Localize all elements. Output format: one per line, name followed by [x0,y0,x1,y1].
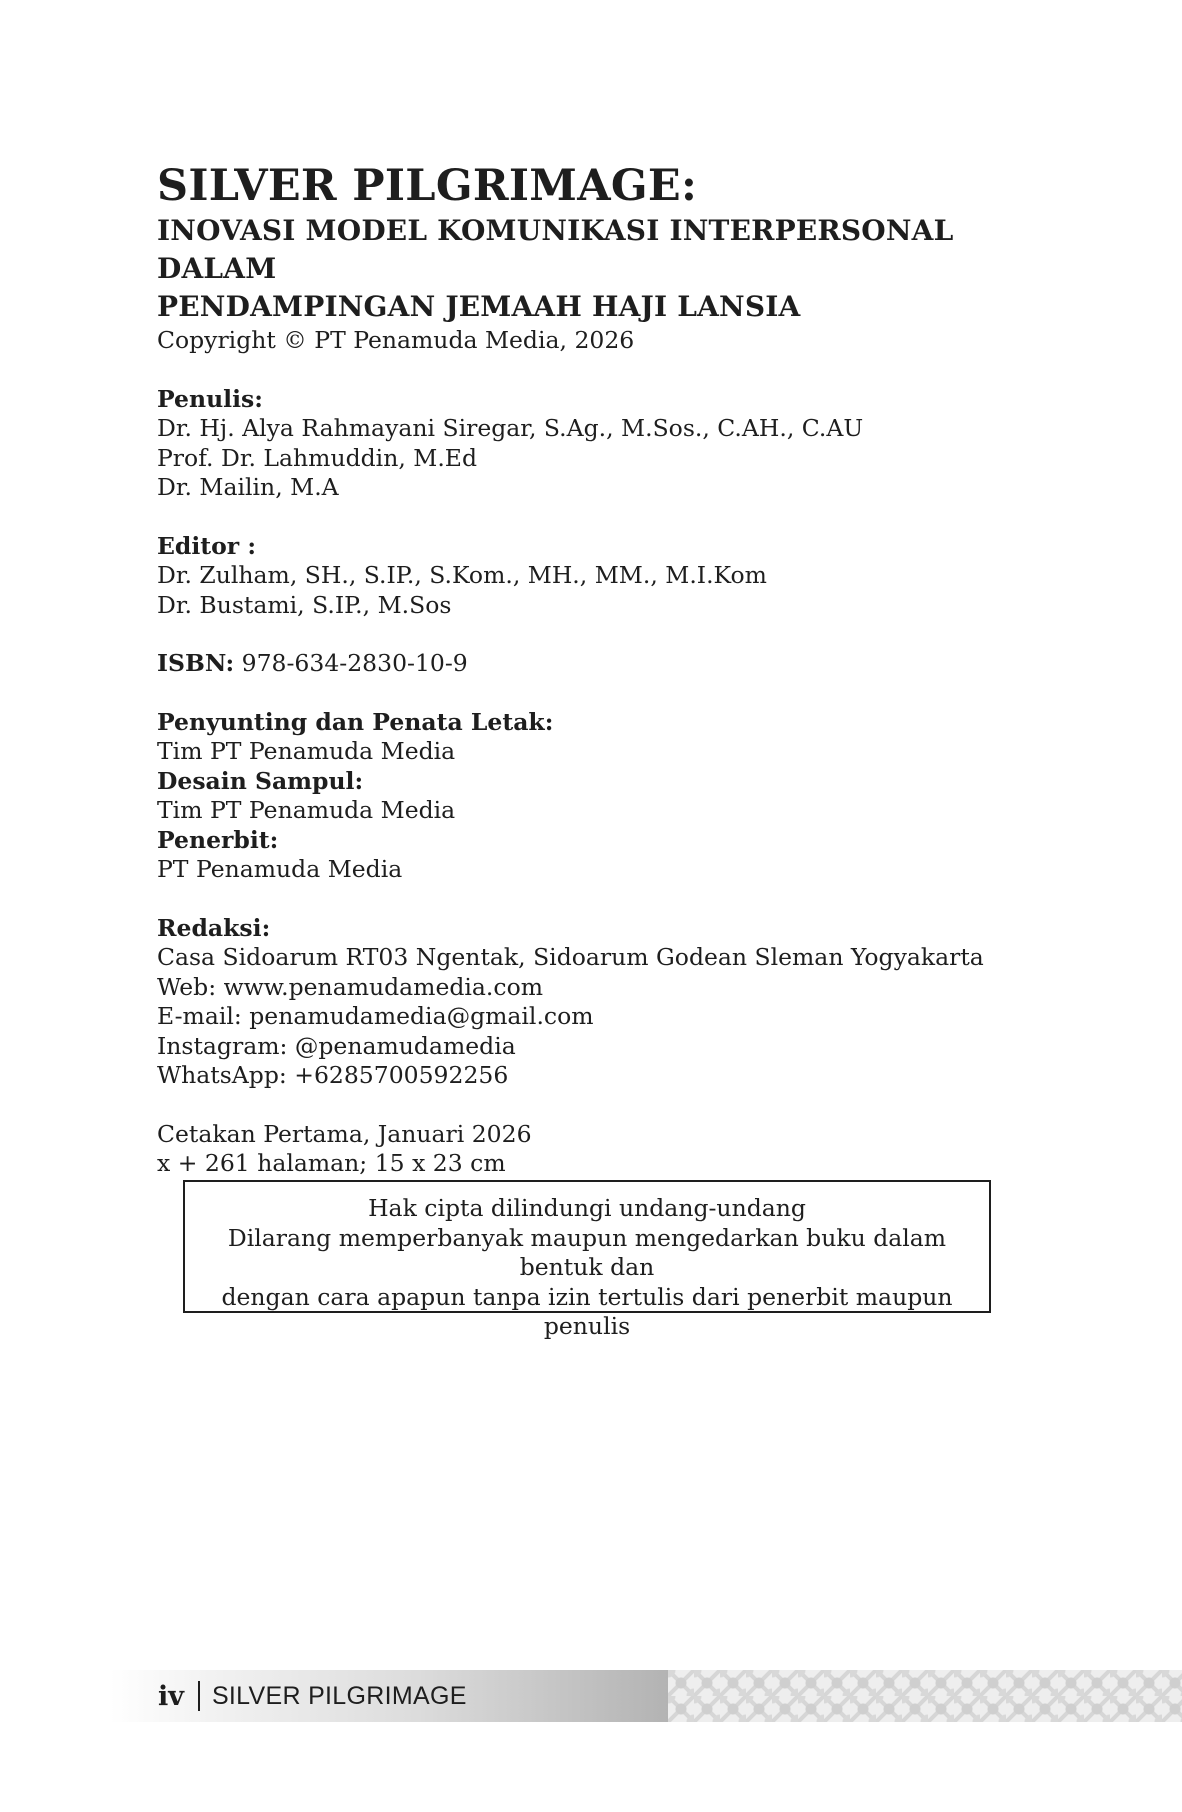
notice-line-2: Dilarang memperbanyak maupun mengedarkan buku dalam bentuk dan [227,1223,947,1281]
author-name: Prof. Dr. Lahmuddin, M.Ed [157,443,478,472]
isbn-value: 978-634-2830-10-9 [234,649,468,677]
cover-design-label: Desain Sampul: [157,766,364,795]
author-name: Dr. Mailin, M.A [157,473,339,501]
footer-text [158,1678,467,1714]
ornament-pattern-icon [668,1670,1182,1722]
editor-name: Dr. Bustami, S.IP., M.Sos [157,590,452,619]
spacer [157,503,1037,532]
editors-label: Editor : [157,531,257,560]
spacer [157,1091,1037,1120]
imprint-content [157,160,1037,1179]
edition-pages: x + 261 halaman; 15 x 23 cm [157,1149,506,1177]
authors-label: Penulis: [157,384,263,413]
spacer [157,679,1037,708]
cover-design-value: Tim PT Penamuda Media [157,796,456,824]
edition-printing: Cetakan Pertama, Januari 2026 [157,1119,532,1148]
redaksi-address: Casa Sidoarum RT03 Ngentak, Sidoarum Godean Sleman Yogyakarta [157,943,984,971]
notice-line-1: Hak cipta dilindungi undang-undang [368,1194,806,1222]
layout-value: Tim PT Penamuda Media [157,737,456,765]
copyright-line: Copyright © PT Penamuda Media, 2026 [157,326,635,354]
spacer [157,356,1037,385]
book-title: SILVER PILGRIMAGE: [157,161,698,211]
author-name: Dr. Hj. Alya Rahmayani Siregar, S.Ag., M.Sos., C.AH., C.AU [157,414,864,442]
isbn-label: ISBN: [157,649,235,677]
spacer [157,620,1037,649]
book-subtitle-line-1: INOVASI MODEL KOMUNIKASI INTERPERSONAL DALAM [157,214,954,285]
publisher-value: PT Penamuda Media [157,855,403,883]
page-number: iv [158,1680,184,1712]
redaksi-web: Web: www.penamudamedia.com [157,972,543,1001]
redaksi-email: E-mail: penamudamedia@gmail.com [157,1002,594,1030]
editor-name: Dr. Zulham, SH., S.IP., S.Kom., MH., MM., M.I.Kom [157,561,767,589]
redaksi-label: Redaksi: [157,913,271,942]
isbn-line [157,649,1037,679]
copyright-notice-box [183,1180,991,1340]
redaksi-whatsapp: WhatsApp: +6285700592256 [157,1061,509,1089]
notice-line-3: dengan cara apapun tanpa izin tertulis dari penerbit maupun penulis [221,1282,953,1340]
layout-label: Penyunting dan Penata Letak: [157,707,554,736]
spacer [157,885,1037,914]
publisher-label: Penerbit: [157,825,279,854]
running-head: SILVER PILGRIMAGE [211,1681,467,1710]
footer-separator [198,1681,200,1711]
redaksi-instagram: Instagram: @penamudamedia [157,1031,516,1060]
book-subtitle-line-2: PENDAMPINGAN JEMAAH HAJI LANSIA [157,290,801,323]
page-footer [110,1670,1182,1722]
